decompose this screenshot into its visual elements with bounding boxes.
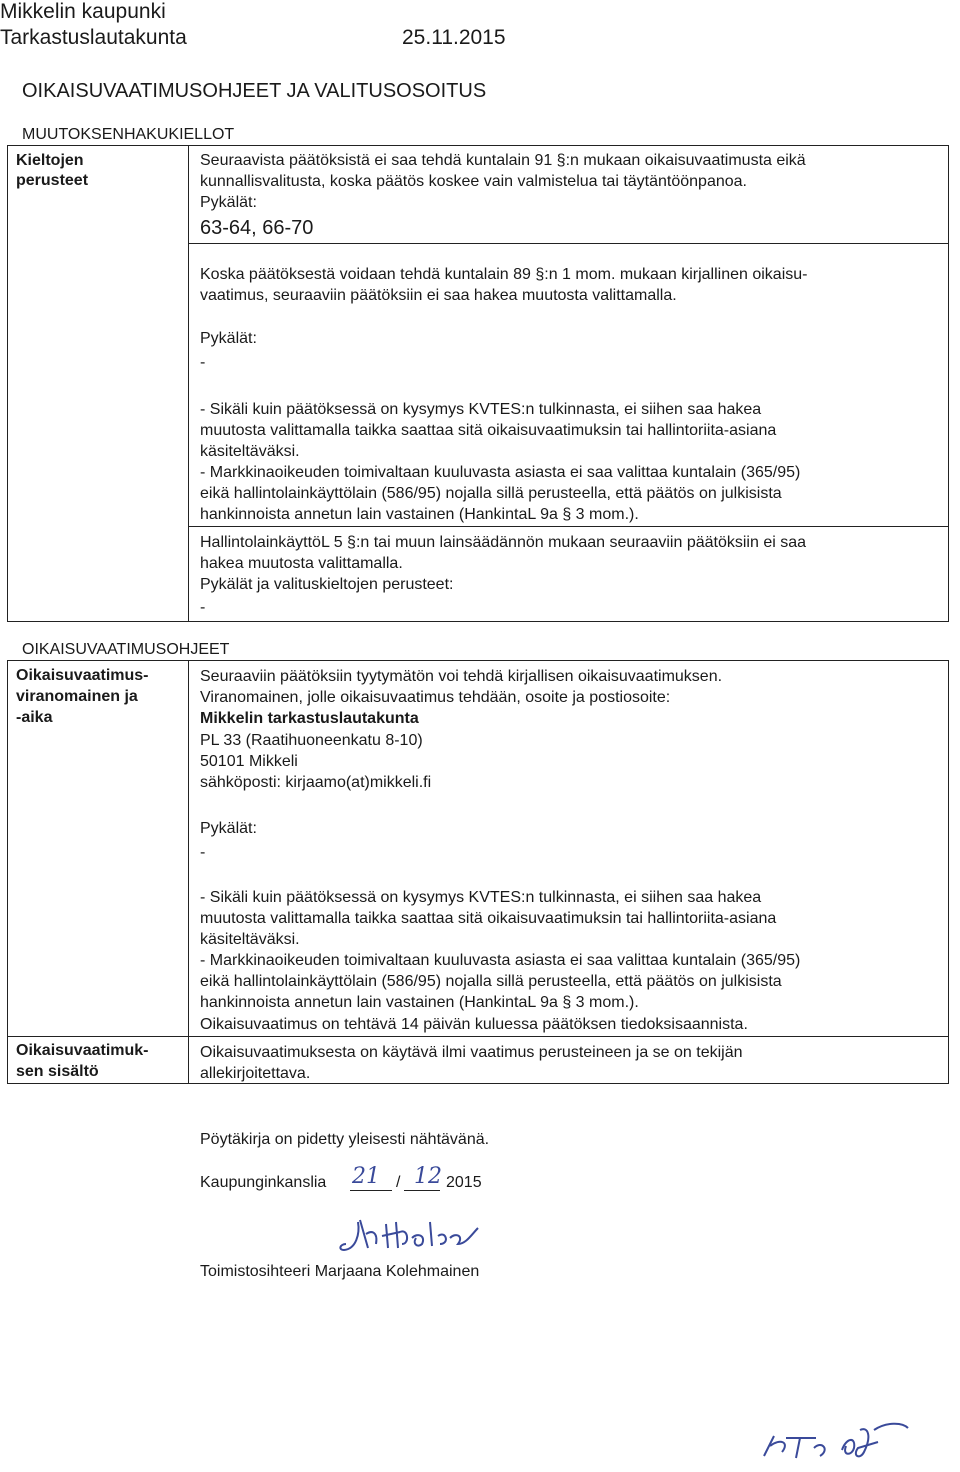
organization-name: Mikkelin kaupunki — [0, 0, 166, 23]
column-divider — [188, 145, 189, 622]
initials-image — [756, 1416, 916, 1466]
notice-text: Pöytäkirja on pidetty yleisesti nähtävänä. — [200, 1131, 490, 1148]
signer-name: Toimistosihteeri Marjaana Kolehmainen — [200, 1263, 480, 1280]
pykalat-value: 63-64, 66-70 — [200, 217, 314, 239]
text-line: vaatimus, seuraaviin päätöksiin ei saa hakea muutosta valittamalla. — [200, 287, 677, 304]
address-line: 50101 Mikkeli — [200, 753, 298, 770]
date-underline — [404, 1190, 440, 1191]
text-line: Viranomainen, jolle oikaisuvaatimus tehdään, osoite ja postiosoite: — [200, 689, 671, 706]
section-heading-oikaisuvaatimusohjeet: OIKAISUVAATIMUSOHJEET — [22, 641, 230, 658]
address-line: PL 33 (Raatihuoneenkatu 8-10) — [200, 732, 423, 749]
text-line: - Sikäli kuin päätöksessä on kysymys KVTES:n tulkinnasta, ei siihen saa hakea — [200, 889, 762, 906]
text-line: eikä hallintolainkäyttölain (586/95) nojalla sillä perusteella, että päätös on julkisista — [200, 485, 782, 502]
text-line: hakea muutosta valittamalla. — [200, 555, 403, 572]
label-viranomainen: viranomainen ja — [16, 688, 138, 705]
text-line: käsiteltäväksi. — [200, 443, 300, 460]
text-line: kunnallisvalitusta, koska päätös koskee vain valmistelua tai täytäntöönpanoa. — [200, 173, 747, 190]
handwritten-month: 12 — [414, 1164, 442, 1189]
text-line: - — [200, 599, 206, 616]
text-line: Seuraaviin päätöksiin tyytymätön voi tehdä kirjallisen oikaisuvaatimuksen. — [200, 668, 723, 685]
text-line: Pykälät ja valituskieltojen perusteet: — [200, 576, 454, 593]
handwritten-day: 21 — [352, 1164, 380, 1189]
row-divider — [7, 1036, 949, 1037]
year-text: 2015 — [446, 1174, 482, 1191]
email-line: sähköposti: kirjaamo(at)mikkeli.fi — [200, 774, 432, 791]
label-oikaisuvaatimus: Oikaisuvaatimus- — [16, 667, 149, 684]
pykalat-label: Pykälät: — [200, 194, 257, 211]
text-line: - Markkinaoikeuden toimivaltaan kuuluvasta asiasta ei saa valittaa kuntalain (365/95) — [200, 464, 801, 481]
date-underline — [350, 1190, 392, 1191]
text-line: Seuraavista päätöksistä ei saa tehdä kuntalain 91 §:n mukaan oikaisuvaatimusta eikä — [200, 152, 806, 169]
text-line: hankinnoista annetun lain vastainen (HankintaL 9a § 3 mom.). — [200, 994, 639, 1011]
authority-name: Mikkelin tarkastuslautakunta — [200, 710, 419, 727]
committee-name: Tarkastuslautakunta — [0, 26, 187, 49]
text-line: HallintolainkäyttöL 5 §:n tai muun lainsäädännön mukaan seuraaviin päätöksiin ei saa — [200, 534, 807, 551]
text-line: muutosta valittamalla taikka saattaa sitä oikaisuvaatimuksin tai hallintoriita-asiana — [200, 422, 777, 439]
text-line: - Sikäli kuin päätöksessä on kysymys KVTES:n tulkinnasta, ei siihen saa hakea — [200, 401, 762, 418]
label-perusteet: perusteet — [16, 172, 89, 189]
column-divider — [188, 660, 189, 1084]
label-aika: -aika — [16, 709, 53, 726]
text-line: - Markkinaoikeuden toimivaltaan kuuluvasta asiasta ei saa valittaa kuntalain (365/95) — [200, 952, 801, 969]
label-kieltojen: Kieltojen — [16, 152, 84, 169]
text-line: Oikaisuvaatimuksesta on käytävä ilmi vaatimus perusteineen ja se on tekijän — [200, 1044, 743, 1061]
text-line: eikä hallintolainkäyttölain (586/95) nojalla sillä perusteella, että päätös on julkisista — [200, 973, 782, 990]
document-title: OIKAISUVAATIMUSOHJEET JA VALITUSOSOITUS — [22, 80, 487, 102]
label-oikaisuvaatimuksen: Oikaisuvaatimuk- — [16, 1042, 149, 1059]
deadline-text: Oikaisuvaatimus on tehtävä 14 päivän kuluessa päätöksen tiedoksisaannista. — [200, 1016, 748, 1033]
label-sisalto: sen sisältö — [16, 1063, 99, 1080]
text-line: hankinnoista annetun lain vastainen (HankintaL 9a § 3 mom.). — [200, 506, 639, 523]
row-divider — [188, 526, 948, 527]
row-divider — [188, 243, 948, 244]
text-line: allekirjoitettava. — [200, 1065, 311, 1082]
text-line: käsiteltäväksi. — [200, 931, 300, 948]
text-line: muutosta valittamalla taikka saattaa sitä oikaisuvaatimuksin tai hallintoriita-asiana — [200, 910, 777, 927]
pykalat-label: Pykälät: — [200, 820, 257, 837]
signature-image — [338, 1214, 518, 1264]
date-separator: / — [396, 1174, 401, 1191]
text-line: Koska päätöksestä voidaan tehdä kuntalain 89 §:n 1 mom. mukaan kirjallinen oikaisu- — [200, 266, 808, 283]
pykalat-value: - — [200, 844, 206, 861]
place-label: Kaupunginkanslia — [200, 1174, 327, 1191]
section-heading-muutoksenhakukiellot: MUUTOKSENHAKUKIELLOT — [22, 126, 235, 143]
pykalat-value: - — [200, 354, 206, 371]
document-date: 25.11.2015 — [402, 26, 506, 49]
pykalat-label: Pykälät: — [200, 330, 257, 347]
